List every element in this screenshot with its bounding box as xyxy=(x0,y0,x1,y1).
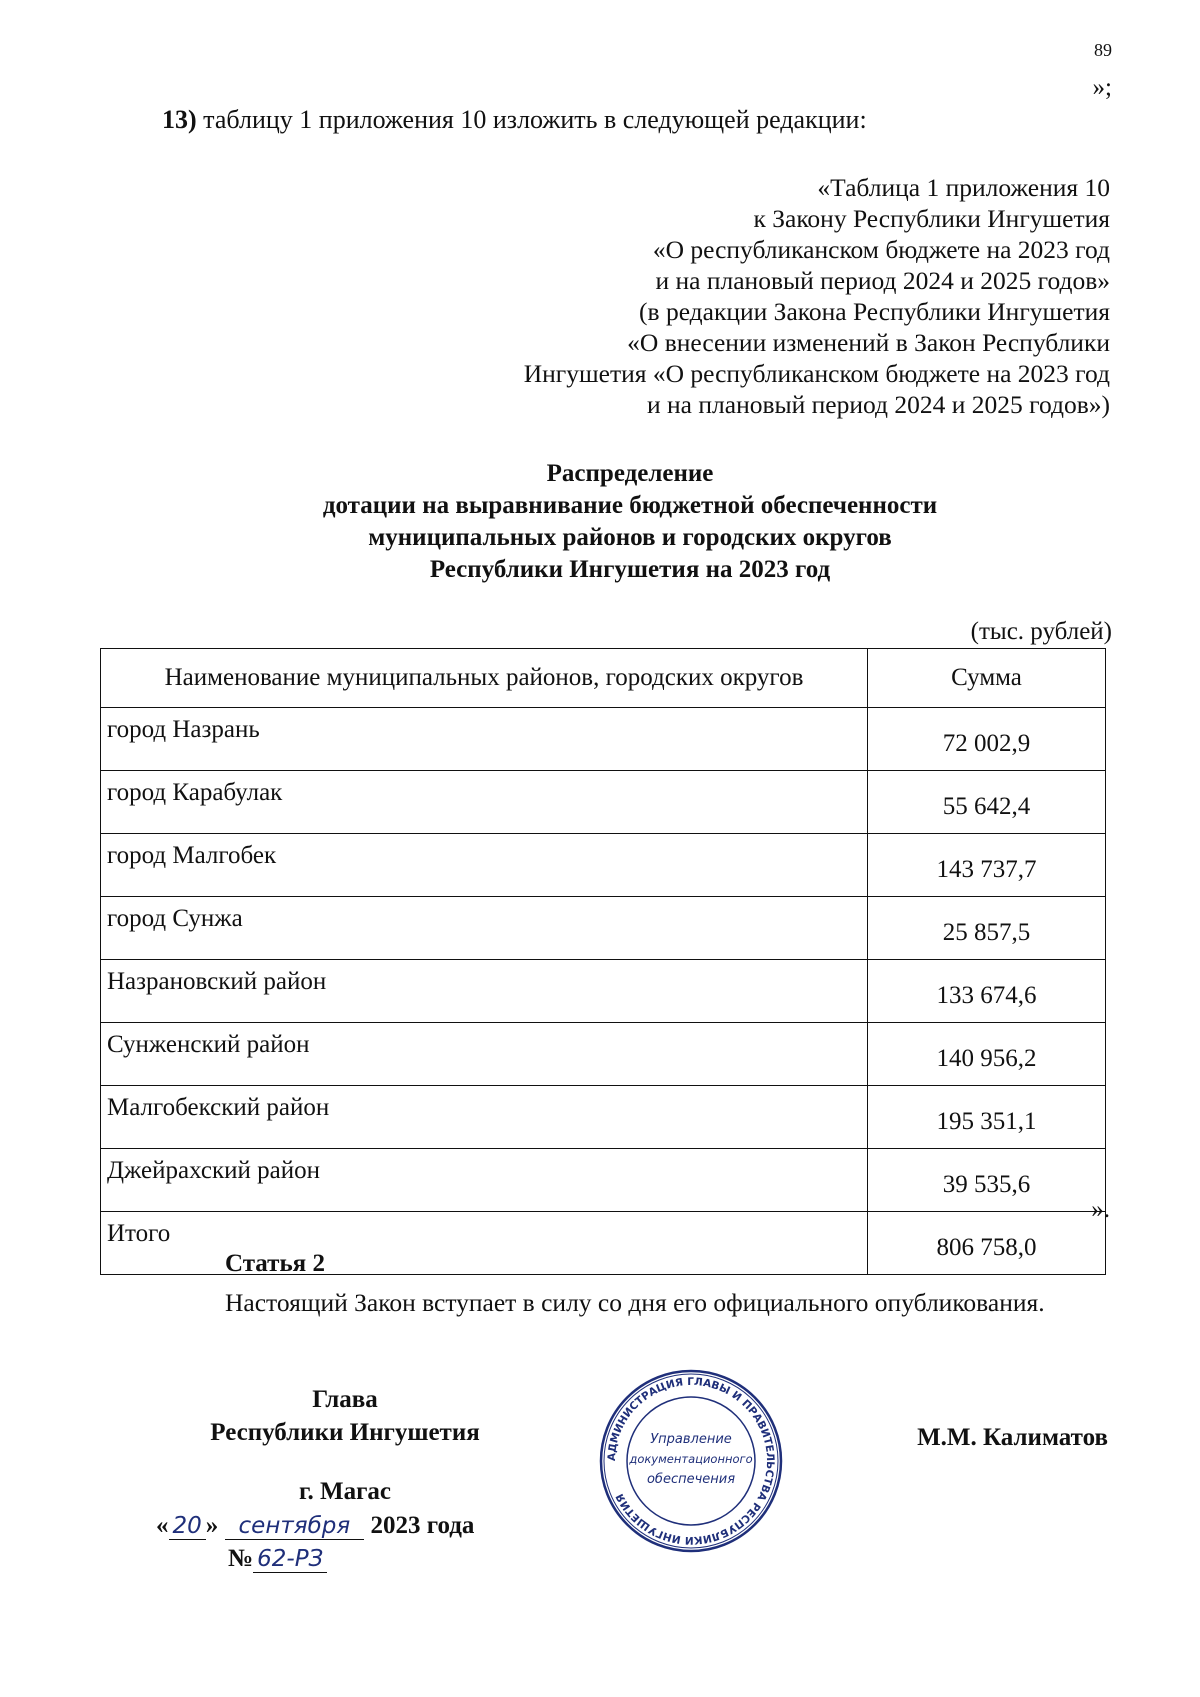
row-name: Сунженский район xyxy=(101,1023,868,1086)
table-row xyxy=(101,960,1106,1023)
row-name: Итого xyxy=(101,1212,868,1275)
table-row xyxy=(101,708,1106,771)
closing-quote-top: »; xyxy=(1092,74,1112,101)
heading-line: Республики Ингушетия на 2023 год xyxy=(429,556,831,583)
row-amount: 143 737,7 xyxy=(868,834,1106,897)
number-value: 62-РЗ xyxy=(253,1546,327,1573)
heading-line: дотации на выравнивание бюджетной обеспеченности xyxy=(322,492,938,519)
table-row xyxy=(101,897,1106,960)
place: г. Магас xyxy=(298,1478,392,1505)
row-amount: 25 857,5 xyxy=(868,897,1106,960)
item-13 xyxy=(162,105,867,135)
closing-quote-bottom: ». xyxy=(1091,1196,1110,1223)
stamp-ring-text: АДМИНИСТРАЦИЯ ГЛАВЫ И ПРАВИТЕЛЬСТВА РЕСПУБЛИКИ ИНГУШЕТИЯ xyxy=(605,1375,777,1547)
signatory-title-line: Глава xyxy=(312,1386,378,1413)
number-prefix: № xyxy=(228,1545,254,1572)
row-name: Назрановский район xyxy=(101,960,868,1023)
item-number: 13) xyxy=(162,105,197,134)
header-name: Наименование муниципальных районов, городских округов xyxy=(101,649,868,708)
appendix-reference xyxy=(330,172,1110,420)
row-amount: 140 956,2 xyxy=(868,1023,1106,1086)
row-amount: 806 758,0 xyxy=(868,1212,1106,1275)
law-number xyxy=(228,1545,327,1573)
date-close-quote: » xyxy=(205,1512,219,1539)
appendix-line: к Закону Республики Ингушетия xyxy=(753,204,1110,233)
table-header-row xyxy=(101,649,1106,708)
stamp-center-line: Управление xyxy=(650,1432,732,1447)
article-text: Настоящий Закон вступает в силу со дня его официального опубликования. xyxy=(225,1288,1045,1317)
table-row xyxy=(101,834,1106,897)
appendix-line: «О республиканском бюджете на 2023 год xyxy=(652,235,1110,264)
signatory-title xyxy=(160,1383,530,1449)
date-line xyxy=(156,1512,474,1540)
item-text: таблицу 1 приложения 10 изложить в следующей редакции: xyxy=(203,105,867,134)
header-amount: Сумма xyxy=(868,649,1106,708)
distribution-table xyxy=(100,648,1106,1275)
date-open-quote: « xyxy=(156,1512,169,1539)
heading-line: муниципальных районов и городских округов xyxy=(368,524,892,551)
row-amount: 39 535,6 xyxy=(868,1149,1106,1212)
units-label: (тыс. рублей) xyxy=(970,618,1112,645)
row-name: город Карабулак xyxy=(101,771,868,834)
date-month: сентября xyxy=(225,1513,365,1540)
row-name: Джейрахский район xyxy=(101,1149,868,1212)
appendix-line: и на плановый период 2024 и 2025 годов» xyxy=(655,266,1110,295)
row-amount: 133 674,6 xyxy=(868,960,1106,1023)
row-name: Малгобекский район xyxy=(101,1086,868,1149)
appendix-line: Ингушетия «О республиканском бюджете на 2023 год xyxy=(523,359,1110,388)
table-heading xyxy=(150,458,1110,586)
date-year: 2023 года xyxy=(370,1512,475,1539)
appendix-line: «Таблица 1 приложения 10 xyxy=(817,173,1110,202)
table-row xyxy=(101,771,1106,834)
row-name: город Назрань xyxy=(101,708,868,771)
table-row xyxy=(101,1149,1106,1212)
row-amount: 55 642,4 xyxy=(868,771,1106,834)
page-number: 89 xyxy=(1094,40,1112,60)
official-stamp xyxy=(598,1368,784,1554)
stamp-center-line: обеспечения xyxy=(646,1472,736,1487)
article-title: Статья 2 xyxy=(225,1250,325,1277)
appendix-line: и на плановый период 2024 и 2025 годов») xyxy=(647,390,1110,419)
row-amount: 72 002,9 xyxy=(868,708,1106,771)
signatory-title-line: Республики Ингушетия xyxy=(210,1419,480,1446)
table-row xyxy=(101,1023,1106,1086)
table-row xyxy=(101,1086,1106,1149)
row-amount: 195 351,1 xyxy=(868,1086,1106,1149)
appendix-line: «О внесении изменений в Закон Республики xyxy=(627,328,1110,357)
stamp-center-line: документационного xyxy=(629,1452,753,1466)
row-name: город Сунжа xyxy=(101,897,868,960)
heading-line: Распределение xyxy=(546,460,714,487)
date-day: 20 xyxy=(169,1513,206,1540)
row-name: город Малгобек xyxy=(101,834,868,897)
signatory-name: М.М. Калиматов xyxy=(917,1424,1108,1451)
appendix-line: (в редакции Закона Республики Ингушетия xyxy=(639,297,1110,326)
